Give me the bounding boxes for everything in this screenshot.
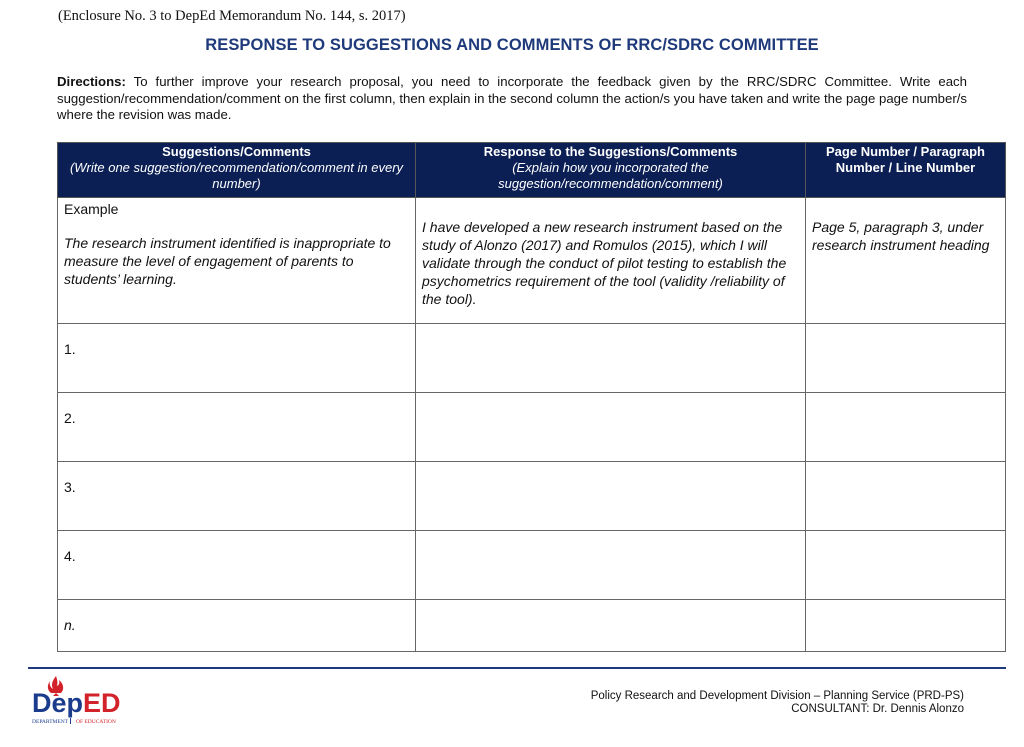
table-row bbox=[58, 531, 1006, 600]
example-response-text: I have developed a new research instrument based on the study of Alonzo (2017) and Romulos (2015), which I will validate through the conduct of pilot testing to establish the psychometrics requirement of the tool (validity /reliability of the tool). bbox=[422, 219, 787, 307]
page-cell[interactable] bbox=[806, 531, 1006, 600]
row-number-cell[interactable] bbox=[58, 531, 416, 600]
response-cell[interactable] bbox=[416, 324, 806, 393]
footer-division: Policy Research and Development Division – Planning Service (PRD-PS) bbox=[590, 690, 964, 702]
example-response-cell[interactable] bbox=[416, 198, 806, 324]
row-number: 3. bbox=[64, 479, 76, 495]
footer-credits bbox=[591, 690, 964, 716]
logo-wordmark-right: ED bbox=[83, 688, 121, 718]
row-number-cell[interactable] bbox=[58, 324, 416, 393]
page-cell[interactable] bbox=[806, 393, 1006, 462]
response-table bbox=[57, 142, 1006, 652]
column-header-response bbox=[416, 143, 806, 198]
table-row bbox=[58, 462, 1006, 531]
response-cell[interactable] bbox=[416, 462, 806, 531]
column-title: Suggestions/Comments bbox=[162, 144, 311, 159]
column-header-suggestions bbox=[58, 143, 416, 198]
directions-paragraph bbox=[57, 74, 967, 124]
row-number: 1. bbox=[64, 341, 76, 357]
table-row bbox=[58, 600, 1006, 652]
row-number: n. bbox=[64, 617, 76, 633]
table-header-row bbox=[58, 143, 1006, 198]
footer-divider bbox=[28, 667, 1006, 669]
response-cell[interactable] bbox=[416, 531, 806, 600]
table-row bbox=[58, 393, 1006, 462]
directions-text: To further improve your research proposal, you need to incorporate the feedback given by the RRC/SDRC Committee. Write each suggestion/recommendation/comment on the first column, then explain in the second column the action/s you have taken and write the page page number/s where the revision was made. bbox=[57, 74, 967, 122]
column-title: Response to the Suggestions/Comments bbox=[483, 144, 738, 159]
example-page-text: Page 5, paragraph 3, under research instrument heading bbox=[812, 219, 990, 253]
footer-consultant: CONSULTANT: Dr. Dennis Alonzo bbox=[791, 703, 964, 715]
page-cell[interactable] bbox=[806, 462, 1006, 531]
column-subtitle: (Write one suggestion/recommendation/comment in every number) bbox=[69, 160, 404, 191]
logo-subtitle-right: OF EDUCATION bbox=[76, 719, 116, 725]
directions-label: Directions: bbox=[57, 74, 126, 89]
row-number: 4. bbox=[64, 548, 76, 564]
table-row bbox=[58, 324, 1006, 393]
page-cell[interactable] bbox=[806, 324, 1006, 393]
example-suggestion-text: The research instrument identified is inappropriate to measure the level of engagement of parents to students’ learning. bbox=[64, 235, 391, 287]
document-title: RESPONSE TO SUGGESTIONS AND COMMENTS OF RRC/SDRC COMMITTEE bbox=[205, 36, 819, 54]
logo-wordmark-left: Dep bbox=[32, 688, 84, 718]
row-number-cell[interactable] bbox=[58, 462, 416, 531]
column-title: Page Number / Paragraph Number / Line Number bbox=[826, 144, 985, 175]
row-number: 2. bbox=[64, 410, 76, 426]
example-page-cell[interactable] bbox=[806, 198, 1006, 324]
row-number-cell[interactable] bbox=[58, 393, 416, 462]
page-cell[interactable] bbox=[806, 600, 1006, 652]
response-cell[interactable] bbox=[416, 600, 806, 652]
example-suggestion-cell[interactable] bbox=[58, 198, 416, 324]
response-cell[interactable] bbox=[416, 393, 806, 462]
example-row bbox=[58, 198, 1006, 324]
example-label: Example bbox=[64, 201, 119, 217]
enclosure-note: (Enclosure No. 3 to DepEd Memorandum No. 144, s. 2017) bbox=[58, 8, 406, 24]
deped-logo bbox=[30, 672, 140, 728]
row-number-cell[interactable] bbox=[58, 600, 416, 652]
column-header-page-number bbox=[806, 143, 1006, 198]
column-subtitle: (Explain how you incorporated the suggestion/recommendation/comment) bbox=[498, 160, 723, 191]
logo-subtitle-left: DEPARTMENT bbox=[32, 719, 69, 725]
